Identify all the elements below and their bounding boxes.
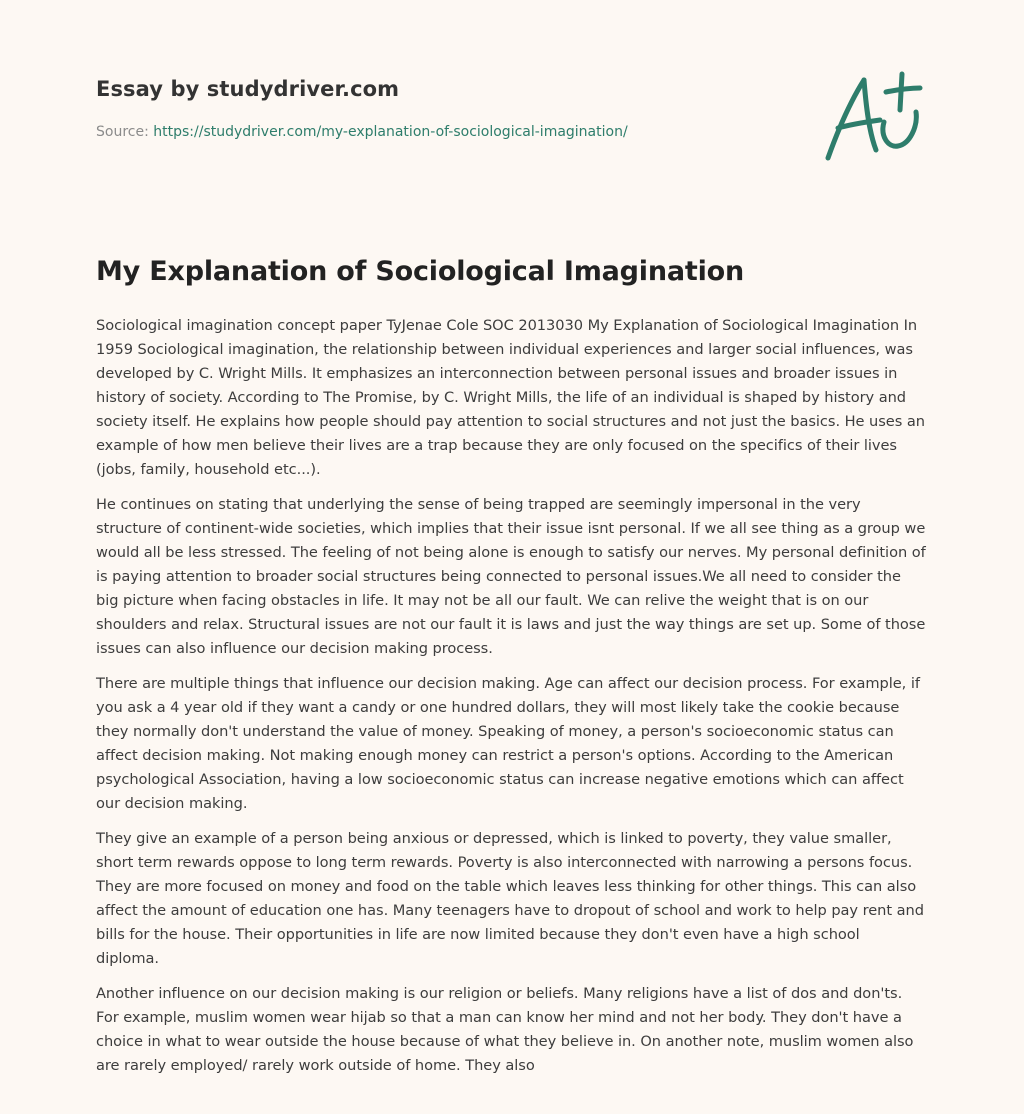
source-label: Source: [96,124,149,140]
essay-paragraph: Sociological imagination concept paper TyJenae Cole SOC 2013030 My Explanation of Sociological Imagination In 1959 Sociological imagination, the relationship between individual experiences and larger social influences, was developed by C. Wright Mills. It emphasizes an interconnection between personal issues and broader issues in history of society. According to The Promise, by C. Wright Mills, the life of an individual is shaped by history and society itself. He explains how people should pay attention to social structures and not just the basics. He uses an example of how men believe their lives are a trap because they are only focused on the specifics of their lives (jobs, family, household etc...). [96,317,925,478]
site-title: Essay by studydriver.com [96,77,400,101]
essay-title: My Explanation of Sociological Imagination [96,256,745,287]
a-plus-logo-icon [824,70,924,165]
essay-body [96,314,926,1089]
source-line [96,124,628,140]
essay-paragraph: They give an example of a person being anxious or depressed, which is linked to poverty, they value smaller, short term rewards oppose to long term rewards. Poverty is also interconnected with narrowing a persons focus. They are more focused on money and food on the table which leaves less thinking for other things. This can also affect the amount of education one has. Many teenagers have to dropout of school and work to help pay rent and bills for the house. Their opportunities in life are now limited because they don't even have a high school diploma. [96,830,924,967]
source-link[interactable]: https://studydriver.com/my-explanation-of-sociological-imagination/ [153,124,628,140]
essay-paragraph: Another influence on our decision making is our religion or beliefs. Many religions have a list of dos and don'ts. For example, muslim women wear hijab so that a man can know her mind and not her body. They don't have a choice in what to wear outside the house because of what they believe in. On another note, muslim women also are rarely employed/ rarely work outside of home. They also [96,985,914,1074]
essay-paragraph: There are multiple things that influence our decision making. Age can affect our decision process. For example, if you ask a 4 year old if they want a candy or one hundred dollars, they will most likely take the cookie because they normally don't understand the value of money. Speaking of money, a person's socioeconomic status can affect decision making. Not making enough money can restrict a person's options. According to the American psychological Association, having a low socioeconomic status can increase negative emotions which can affect our decision making. [96,675,920,812]
essay-paragraph: He continues on stating that underlying the sense of being trapped are seemingly impersonal in the very structure of continent-wide societies, which implies that their issue isnt personal. If we all see thing as a group we would all be less stressed. The feeling of not being alone is enough to satisfy our nerves. My personal definition of is paying attention to broader social structures being connected to personal issues.We all need to consider the big picture when facing obstacles in life. It may not be all our fault. We can relive the weight that is on our shoulders and relax. Structural issues are not our fault it is laws and just the way things are set up. Some of those issues can also influence our decision making process. [96,496,926,657]
